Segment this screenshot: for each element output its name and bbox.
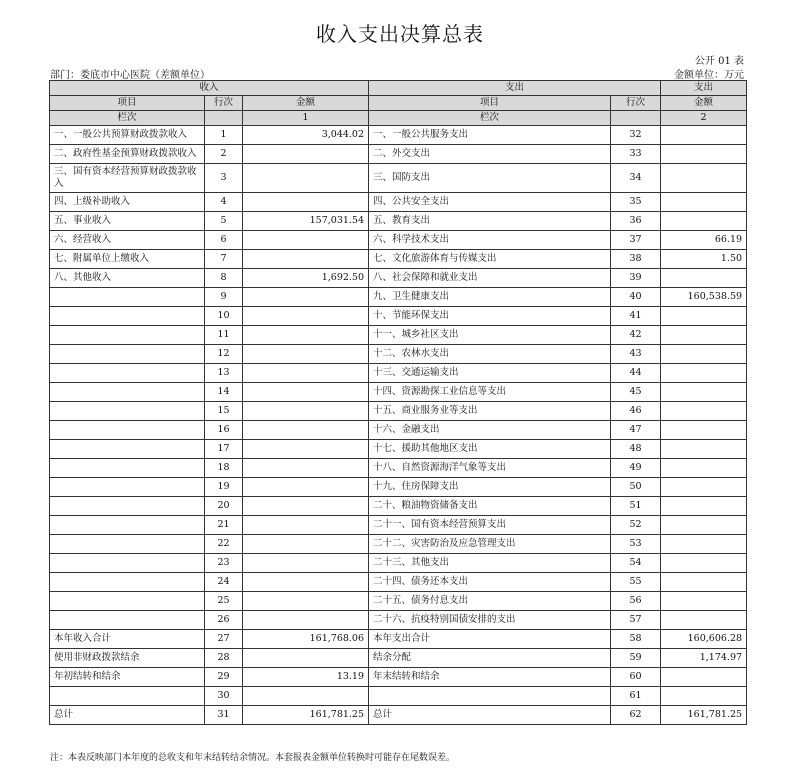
expense-line-cell: 43 [611,345,661,364]
income-line-cell: 4 [205,193,243,212]
income-amount-cell: 161,781.25 [243,706,369,725]
table-row [50,164,747,193]
income-amount-cell [243,164,369,193]
income-expense-table [49,80,747,725]
expense-item-cell: 十八、自然资源海洋气象等支出 [369,459,611,478]
expense-item-cell: 二十五、债务付息支出 [369,592,611,611]
expense-item-cell: 十、节能环保支出 [369,307,611,326]
expense-line-cell: 62 [611,706,661,725]
expense-amount-cell [661,535,747,554]
income-line-cell: 9 [205,288,243,307]
expense-amount-cell [661,269,747,288]
expense-amount-cell [661,611,747,630]
table-row [50,212,747,231]
income-item-cell: 五、事业收入 [50,212,205,231]
table-row [50,307,747,326]
expense-amount-cell [661,193,747,212]
expense-amount-cell [661,145,747,164]
expense-amount-cell [661,364,747,383]
expense-line-cell: 39 [611,269,661,288]
expense-line-cell: 42 [611,326,661,345]
expense-item-cell: 二十一、国有资本经营预算支出 [369,516,611,535]
expense-line-cell: 35 [611,193,661,212]
expense-line-cell: 50 [611,478,661,497]
income-line-cell: 11 [205,326,243,345]
income-item-cell [50,345,205,364]
income-column-blank [205,111,243,126]
expense-item-cell: 二十四、债务还本支出 [369,573,611,592]
income-item-cell: 六、经营收入 [50,231,205,250]
income-amount-cell [243,459,369,478]
income-item-cell [50,364,205,383]
expense-line-cell: 45 [611,383,661,402]
expense-line-cell: 32 [611,126,661,145]
income-item-cell [50,326,205,345]
table-row [50,592,747,611]
footnote: 注：本表反映部门本年度的总收支和年末结转结余情况。本套报表金额单位转换时可能存在尾数误差。 [50,753,456,763]
expense-line-cell: 36 [611,212,661,231]
table-row [50,326,747,345]
income-item-cell [50,592,205,611]
table-row [50,497,747,516]
expense-amount-cell [661,478,747,497]
table-row [50,421,747,440]
income-amount-cell [243,345,369,364]
table-row [50,345,747,364]
income-line-cell: 22 [205,535,243,554]
expense-line-cell: 55 [611,573,661,592]
expense-item-cell: 三、国防支出 [369,164,611,193]
income-amount-cell: 157,031.54 [243,212,369,231]
expense-line-cell: 57 [611,611,661,630]
expense-line-cell: 53 [611,535,661,554]
expense-line-header: 行次 [611,96,661,111]
expense-amount-cell: 66.19 [661,231,747,250]
income-line-cell: 31 [205,706,243,725]
expense-item-cell: 五、教育支出 [369,212,611,231]
income-line-cell: 6 [205,231,243,250]
expense-amount-cell [661,212,747,231]
income-amount-cell [243,402,369,421]
income-amount-cell [243,554,369,573]
expense-amount-cell [661,326,747,345]
income-item-cell [50,421,205,440]
expense-amount-cell [661,554,747,573]
income-amount-cell [243,421,369,440]
expense-item-cell: 十三、交通运输支出 [369,364,611,383]
table-row [50,630,747,649]
expense-item-cell: 十六、金融支出 [369,421,611,440]
income-line-cell: 28 [205,649,243,668]
income-amount-cell: 1,692.50 [243,269,369,288]
income-amount-cell [243,687,369,706]
income-amount-cell [243,383,369,402]
income-line-cell: 13 [205,364,243,383]
expense-line-cell: 44 [611,364,661,383]
amount-unit-label: 金额单位：万元 [674,70,744,81]
table-row [50,573,747,592]
expense-amount-cell [661,421,747,440]
income-line-cell: 2 [205,145,243,164]
table-row [50,193,747,212]
income-item-cell [50,611,205,630]
table-row [50,250,747,269]
expense-amount-cell: 1.50 [661,250,747,269]
expense-item-cell: 年末结转和结余 [369,668,611,687]
expense-line-cell: 46 [611,402,661,421]
expense-item-cell: 十五、商业服务业等支出 [369,402,611,421]
income-item-cell: 年初结转和结余 [50,668,205,687]
expense-item-cell: 结余分配 [369,649,611,668]
expense-item-cell: 二十三、其他支出 [369,554,611,573]
expense-line-cell: 47 [611,421,661,440]
expense-line-cell: 58 [611,630,661,649]
income-line-cell: 24 [205,573,243,592]
income-line-cell: 27 [205,630,243,649]
income-line-cell: 8 [205,269,243,288]
income-amount-cell [243,364,369,383]
expense-item-cell: 六、科学技术支出 [369,231,611,250]
expense-line-cell: 41 [611,307,661,326]
income-amount-cell [243,326,369,345]
income-item-cell: 八、其他收入 [50,269,205,288]
expense-item-cell: 八、社会保障和就业支出 [369,269,611,288]
table-row [50,668,747,687]
expense-item-cell: 二十六、抗疫特别国债安排的支出 [369,611,611,630]
expense-amount-header: 金额 [661,96,747,111]
expense-item-cell: 二十、粮油物资储备支出 [369,497,611,516]
income-line-cell: 16 [205,421,243,440]
expense-item-cell: 十九、住房保障支出 [369,478,611,497]
expense-line-cell: 60 [611,668,661,687]
income-line-cell: 12 [205,345,243,364]
table-row [50,364,747,383]
income-item-cell: 四、上级补助收入 [50,193,205,212]
income-group-header: 收入 [50,81,369,96]
table-row [50,288,747,307]
expense-amount-group-header: 支出 [661,81,747,96]
expense-item-cell: 十七、援助其他地区支出 [369,440,611,459]
form-number: 公开 01 表 [694,56,744,67]
expense-item-header: 项目 [369,96,611,111]
expense-amount-cell [661,164,747,193]
income-amount-cell [243,478,369,497]
expense-line-cell: 59 [611,649,661,668]
table-row [50,649,747,668]
expense-line-cell: 61 [611,687,661,706]
expense-amount-cell [661,687,747,706]
table-row [50,687,747,706]
expense-line-cell: 49 [611,459,661,478]
expense-amount-cell: 161,781.25 [661,706,747,725]
income-amount-cell [243,611,369,630]
expense-amount-cell [661,516,747,535]
table-row [50,459,747,478]
expense-item-cell: 十一、城乡社区支出 [369,326,611,345]
expense-line-cell: 33 [611,145,661,164]
income-line-cell: 10 [205,307,243,326]
table-row [50,269,747,288]
income-line-cell: 15 [205,402,243,421]
expense-item-cell [369,687,611,706]
expense-line-cell: 52 [611,516,661,535]
income-line-cell: 19 [205,478,243,497]
expense-amount-cell [661,307,747,326]
income-item-cell: 总计 [50,706,205,725]
income-line-cell: 5 [205,212,243,231]
table-row [50,440,747,459]
table-row [50,706,747,725]
expense-amount-cell: 160,606.28 [661,630,747,649]
income-amount-cell [243,649,369,668]
income-column-label: 栏次 [50,111,205,126]
expense-group-header: 支出 [369,81,661,96]
income-line-cell: 29 [205,668,243,687]
income-line-cell: 14 [205,383,243,402]
table-row [50,611,747,630]
expense-amount-cell [661,440,747,459]
income-line-cell: 20 [205,497,243,516]
expense-item-cell: 二十二、灾害防治及应急管理支出 [369,535,611,554]
table-row [50,145,747,164]
expense-amount-cell [661,345,747,364]
table-row [50,402,747,421]
income-amount-cell: 13.19 [243,668,369,687]
expense-column-number: 2 [661,111,747,126]
income-amount-cell [243,231,369,250]
income-amount-cell [243,440,369,459]
table-row [50,383,747,402]
income-amount-cell [243,535,369,554]
income-line-cell: 1 [205,126,243,145]
expense-column-label: 栏次 [369,111,611,126]
income-amount-cell [243,592,369,611]
income-item-cell [50,478,205,497]
income-item-cell [50,440,205,459]
income-line-cell: 23 [205,554,243,573]
income-item-header: 项目 [50,96,205,111]
income-item-cell [50,516,205,535]
income-amount-cell [243,516,369,535]
expense-amount-cell [661,459,747,478]
income-item-cell [50,554,205,573]
income-line-cell: 7 [205,250,243,269]
income-item-cell [50,497,205,516]
expense-item-cell: 一、一般公共服务支出 [369,126,611,145]
income-item-cell: 三、国有资本经营预算财政拨款收入 [50,164,205,193]
expense-line-cell: 56 [611,592,661,611]
expense-amount-cell [661,592,747,611]
income-amount-cell [243,288,369,307]
expense-amount-cell [661,497,747,516]
expense-amount-cell [661,668,747,687]
income-item-cell [50,288,205,307]
income-item-cell [50,687,205,706]
table-row [50,554,747,573]
expense-item-cell: 二、外交支出 [369,145,611,164]
income-item-cell: 二、政府性基金预算财政拨款收入 [50,145,205,164]
expense-item-cell: 四、公共安全支出 [369,193,611,212]
page-title: 收入支出决算总表 [316,22,484,46]
income-amount-cell: 161,768.06 [243,630,369,649]
income-amount-cell [243,573,369,592]
income-item-cell [50,573,205,592]
expense-amount-cell: 1,174.97 [661,649,747,668]
income-amount-cell [243,497,369,516]
income-line-cell: 3 [205,164,243,193]
income-item-cell: 七、附属单位上缴收入 [50,250,205,269]
expense-item-cell: 十二、农林水支出 [369,345,611,364]
income-line-cell: 30 [205,687,243,706]
expense-column-blank [611,111,661,126]
income-line-header: 行次 [205,96,243,111]
expense-item-cell: 总计 [369,706,611,725]
expense-amount-cell: 160,538.59 [661,288,747,307]
income-item-cell [50,383,205,402]
income-line-cell: 21 [205,516,243,535]
income-line-cell: 17 [205,440,243,459]
expense-item-cell: 本年支出合计 [369,630,611,649]
expense-item-cell: 九、卫生健康支出 [369,288,611,307]
income-item-cell [50,535,205,554]
table-row [50,535,747,554]
income-amount-cell: 3,044.02 [243,126,369,145]
expense-item-cell: 七、文化旅游体育与传媒支出 [369,250,611,269]
table-row [50,231,747,250]
expense-line-cell: 48 [611,440,661,459]
expense-item-cell: 十四、资源勘探工业信息等支出 [369,383,611,402]
table-row [50,516,747,535]
income-item-cell: 本年收入合计 [50,630,205,649]
income-amount-cell [243,250,369,269]
income-item-cell [50,459,205,478]
income-line-cell: 26 [205,611,243,630]
income-line-cell: 18 [205,459,243,478]
expense-amount-cell [661,573,747,592]
department-label: 部门：娄底市中心医院（差额单位） [50,70,210,81]
income-item-cell [50,307,205,326]
expense-amount-cell [661,126,747,145]
expense-amount-cell [661,383,747,402]
expense-line-cell: 51 [611,497,661,516]
income-item-cell: 使用非财政拨款结余 [50,649,205,668]
expense-line-cell: 54 [611,554,661,573]
income-line-cell: 25 [205,592,243,611]
expense-line-cell: 40 [611,288,661,307]
income-item-cell [50,402,205,421]
table-row [50,478,747,497]
income-column-number: 1 [243,111,369,126]
expense-line-cell: 37 [611,231,661,250]
income-amount-cell [243,307,369,326]
expense-amount-cell [661,402,747,421]
expense-line-cell: 38 [611,250,661,269]
income-amount-cell [243,145,369,164]
table-row [50,126,747,145]
income-amount-header: 金额 [243,96,369,111]
expense-line-cell: 34 [611,164,661,193]
income-amount-cell [243,193,369,212]
income-item-cell: 一、一般公共预算财政拨款收入 [50,126,205,145]
